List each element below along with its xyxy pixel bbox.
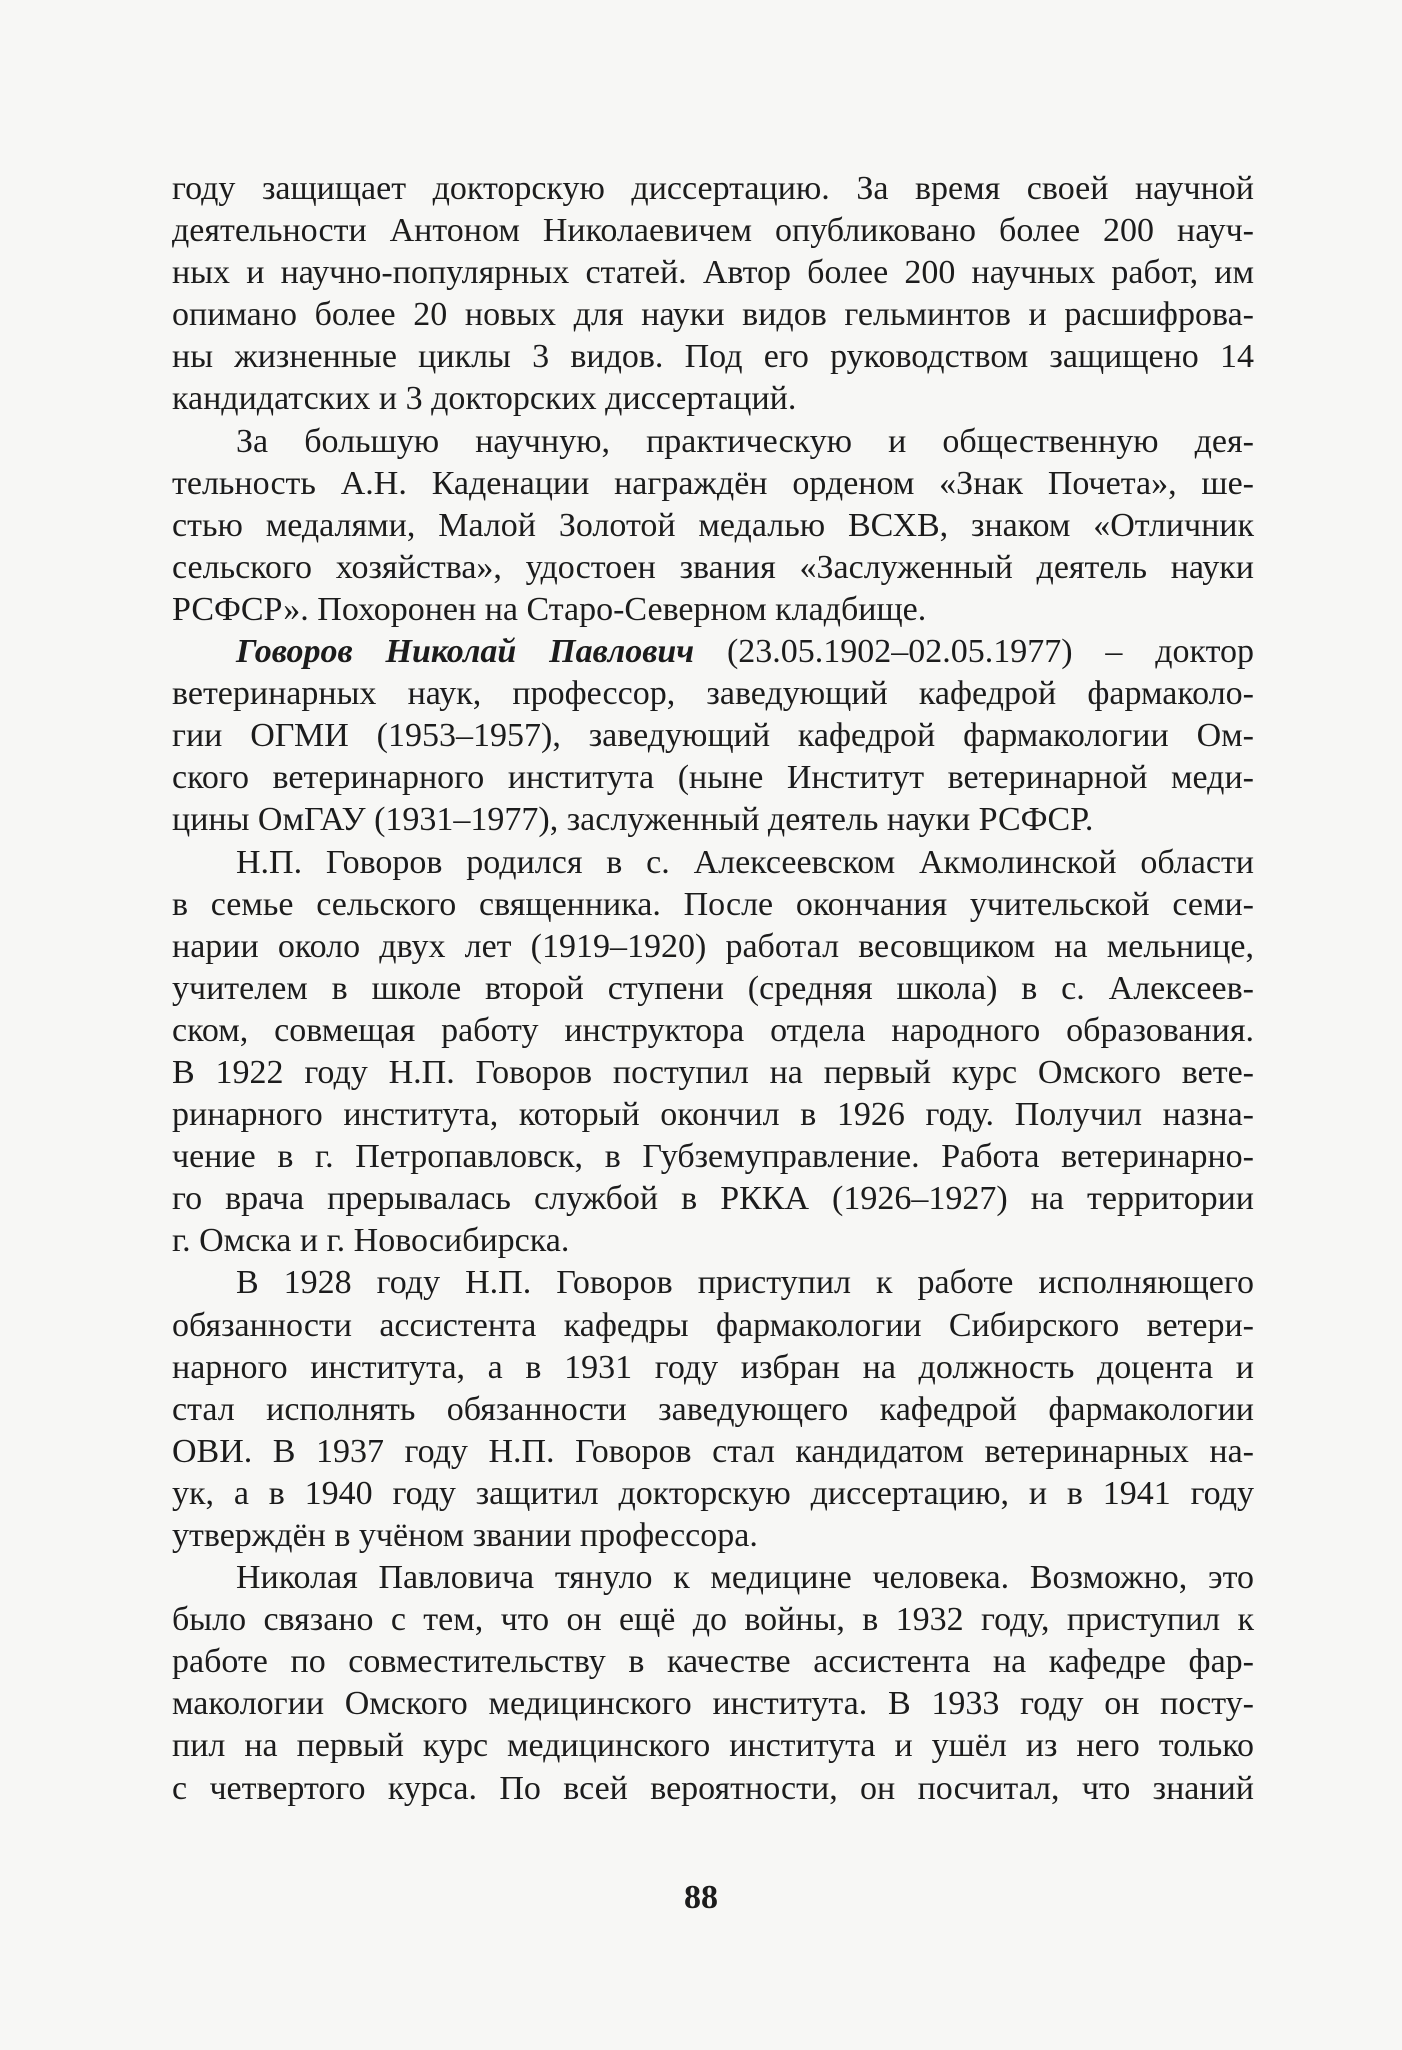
text-line: кандидатских и 3 докторских диссертаций. xyxy=(172,380,797,418)
text-line: деятельности Антоном Николаевичем опубликовано более 200 науч- xyxy=(172,212,1254,250)
text-line: ных и научно-популярных статей. Автор более 200 научных работ, им xyxy=(172,254,1254,292)
paragraph xyxy=(172,631,1254,841)
text-line: Николая Павловича тянуло к медицине человека. Возможно, это xyxy=(236,1559,1254,1597)
text-line: обязанности ассистента кафедры фармакологии Сибирского ветери- xyxy=(172,1306,1254,1344)
text-line: За большую научную, практическую и общественную дея- xyxy=(236,422,1254,460)
text-line: ук, а в 1940 году защитил докторскую диссертацию, и в 1941 году xyxy=(172,1474,1254,1512)
text-line: В 1922 году Н.П. Говоров поступил на первый курс Омского вете- xyxy=(172,1053,1254,1091)
text-line xyxy=(172,631,1254,673)
text-fragment: (23.05.1902–02.05.1977) – доктор xyxy=(694,633,1254,671)
text-line: чение в г. Петропавловск, в Губземуправление. Работа ветеринарно- xyxy=(172,1138,1254,1176)
text-line: работе по совместительству в качестве ассистента на кафедре фар- xyxy=(172,1643,1254,1681)
text-line: тельность А.Н. Каденации награждён орденом «Знак Почета», ше- xyxy=(172,464,1254,502)
text-line: ны жизненные циклы 3 видов. Под его руководством защищено 14 xyxy=(172,338,1254,376)
text-line: ринарного института, который окончил в 1926 году. Получил назна- xyxy=(172,1096,1254,1134)
text-line: г. Омска и г. Новосибирска. xyxy=(172,1222,570,1260)
text-line: с четвертого курса. По всей вероятности, он посчитал, что знаний xyxy=(172,1769,1254,1807)
text-line: утверждён в учёном звании профессора. xyxy=(172,1517,758,1554)
text-line: макологии Омского медицинского института. В 1933 году он посту- xyxy=(172,1685,1254,1723)
text-line: цины ОмГАУ (1931–1977), заслуженный деятель науки РСФСР. xyxy=(172,801,1094,839)
person-name: Говоров Николай Павлович xyxy=(236,633,695,671)
text-line: было связано с тем, что он ещё до войны, в 1932 году, приступил к xyxy=(172,1601,1254,1639)
paragraph xyxy=(172,421,1254,631)
text-line: году защищает докторскую диссертацию. За время своей научной xyxy=(172,170,1254,207)
paragraph xyxy=(172,1557,1254,1810)
text-line: учителем в школе второй ступени (средняя школа) в с. Алексеев- xyxy=(172,969,1254,1007)
text-line: ветеринарных наук, профессор, заведующий кафедрой фармаколо- xyxy=(172,675,1254,713)
page-number: 88 xyxy=(684,1879,718,1916)
text-line: В 1928 году Н.П. Говоров приступил к работе исполняющего xyxy=(236,1264,1254,1302)
text-line: стал исполнять обязанности заведующего кафедрой фармакологии xyxy=(172,1390,1254,1428)
paragraph xyxy=(172,168,1254,421)
text-line: опимано более 20 новых для науки видов гельминтов и расшифрова- xyxy=(172,296,1254,334)
text-line: гии ОГМИ (1953–1957), заведующий кафедрой фармакологии Ом- xyxy=(172,717,1254,755)
text-line: ском, совмещая работу инструктора отдела народного образования. xyxy=(172,1011,1254,1049)
text-line: Н.П. Говоров родился в с. Алексеевском Акмолинской области xyxy=(236,843,1254,881)
text-line: РСФСР». Похоронен на Старо-Северном кладбище. xyxy=(172,590,927,628)
text-line: нарии около двух лет (1919–1920) работал весовщиком на мельнице, xyxy=(172,927,1254,965)
text-line: ского ветеринарного института (ныне Институт ветеринарной меди- xyxy=(172,759,1254,797)
text-line: пил на первый курс медицинского института и ушёл из него только xyxy=(172,1727,1254,1765)
text-line: нарного института, а в 1931 году избран на должность доцента и xyxy=(172,1348,1254,1386)
text-line: в семье сельского священника. После окончания учительской семи- xyxy=(172,885,1254,923)
body-text xyxy=(172,168,1254,1810)
paragraph xyxy=(172,1262,1254,1557)
text-line: стью медалями, Малой Золотой медалью ВСХВ, знаком «Отличник xyxy=(172,506,1254,544)
text-line: ОВИ. В 1937 году Н.П. Говоров стал кандидатом ветеринарных на- xyxy=(172,1432,1254,1470)
text-line: сельского хозяйства», удостоен звания «Заслуженный деятель науки xyxy=(172,548,1254,586)
paragraph xyxy=(172,842,1254,1263)
text-line: го врача прерывалась службой в РККА (1926–1927) на территории xyxy=(172,1180,1254,1218)
